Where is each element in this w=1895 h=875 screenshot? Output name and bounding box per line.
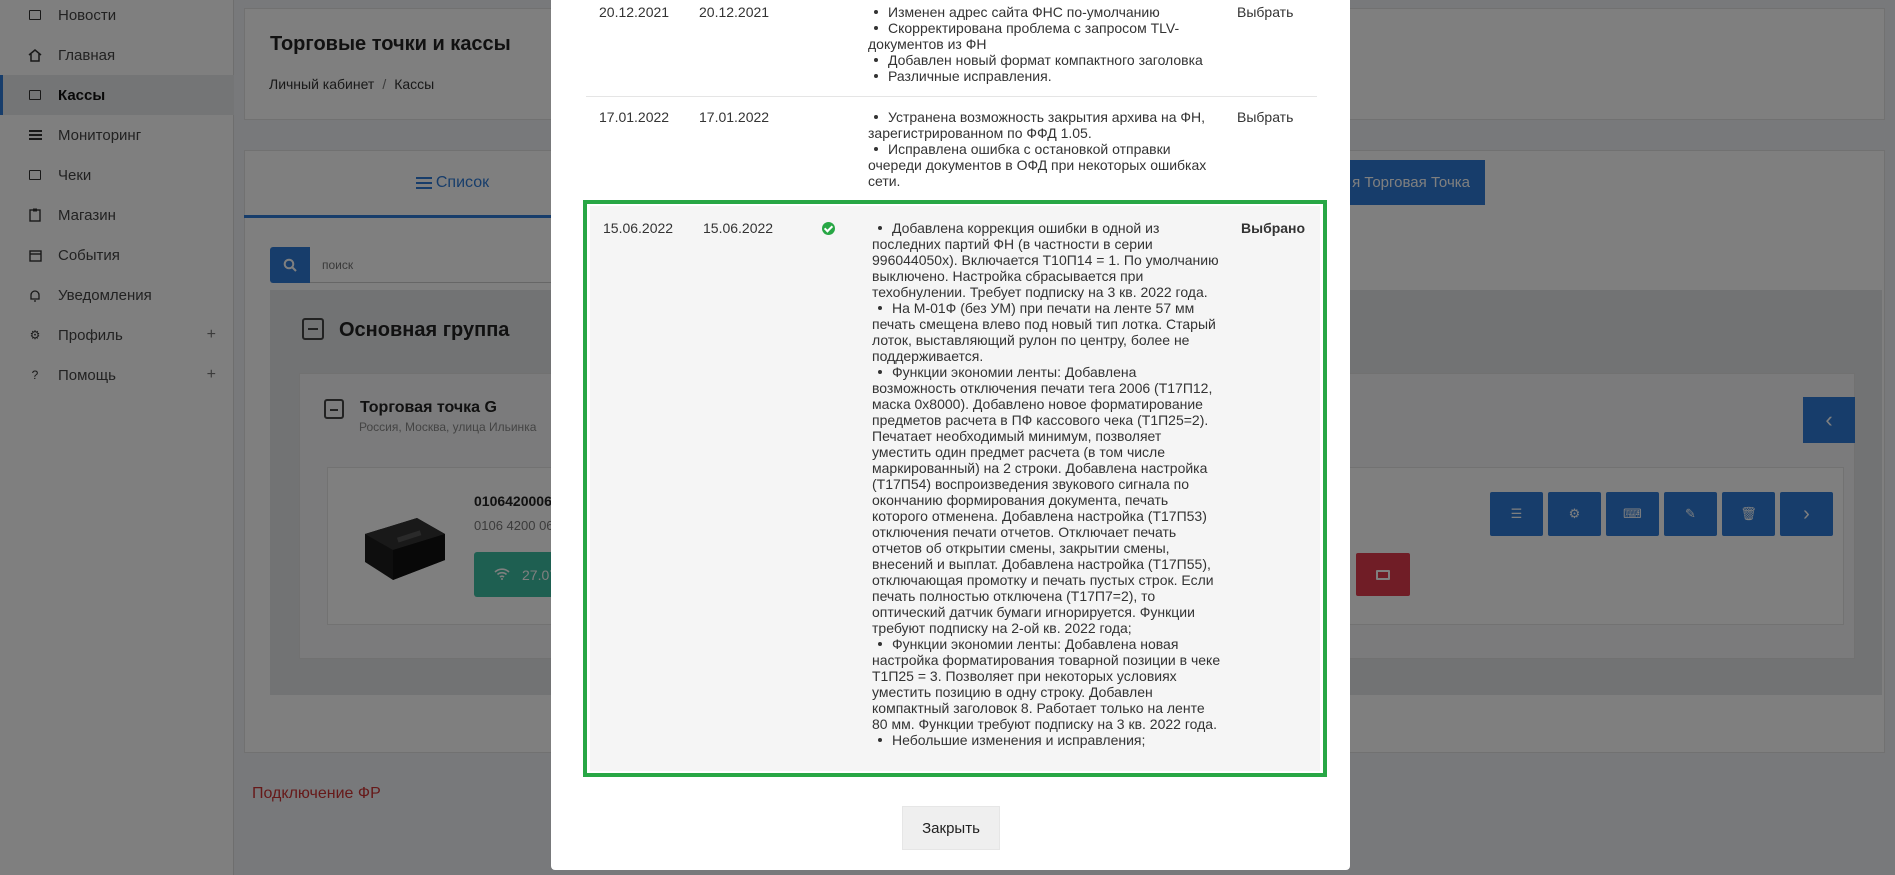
- release-date: 15.06.2022: [603, 220, 674, 236]
- release-notes: [868, 4, 1218, 84]
- selected-label: Выбрано: [1241, 220, 1306, 236]
- release-note: Функции экономии ленты: Добавлена новая настройка форматирования товарной позиции в чеке Т1П25 = 3. Позволяет при некоторых условиях уместить позицию в одну строку. Добавлен компактный заголовок 8. Работает только на ленте 80 мм. Функции требуют подписку на 3 кв. 2022 года.: [872, 636, 1221, 732]
- release-date: 20.12.2021: [599, 4, 670, 20]
- release-note: На М-01Ф (без УМ) при печати на ленте 57 мм печать смещена влево под новый тип лотка. Старый лоток, выставляющий рулон по центру, более не поддерживается.: [872, 300, 1222, 364]
- release-note: Добавлен новый формат компактного заголовка: [868, 52, 1218, 68]
- release-note: Добавлена коррекция ошибки в одной из последних партий ФН (в частности в серии 996044050х). Включается Т10П14 = 1. По умолчанию выключено. Настройка сбрасывается при техобнулении. Требует подписку на 3 кв. 2022 года.: [872, 220, 1222, 300]
- row-divider: [586, 96, 1317, 97]
- release-note: Устранена возможность закрытия архива на ФН, зарегистрированном по ФФД 1.05.: [868, 109, 1218, 141]
- release-date: 17.01.2022: [599, 109, 670, 125]
- build-date: 17.01.2022: [699, 109, 770, 125]
- release-note: Исправлена ошибка с остановкой отправки очереди документов в ОФД при некоторых ошибках сети.: [868, 141, 1218, 189]
- selected-firmware-row: [583, 200, 1327, 777]
- build-date: 15.06.2022: [703, 220, 774, 236]
- release-note: Небольшие изменения и исправления;: [872, 732, 1222, 748]
- release-notes: [868, 109, 1218, 189]
- check-circle-icon: [822, 222, 835, 235]
- select-firmware-button[interactable]: Выбрать: [1237, 4, 1294, 20]
- build-date: 20.12.2021: [699, 4, 770, 20]
- release-note: Скорректирована проблема с запросом TLV-документов из ФН: [868, 20, 1218, 52]
- release-note: Функции экономии ленты: Добавлена возможность отключения печати тега 2006 (Т17П12, маска 0x8000). Добавлено новое форматирование предметов расчета в ПФ кассового чека (Т1П25=2). Печатает необходимый минимум, позволяет уместить один предмет расчета (в том числе маркированный) на 2 строки. Добавлена настройка (Т17П54) воспроизведения звукового сигнала по окончанию формирования документа, печать которого отменена. Добавлена настройка (Т17П53) отключения печати отчетов. Отключает печать отчетов об открытии смены, закрытии смены, внесений и выплат. Добавлена настройка (Т17П55), отключающая промотку и печать пустых строк. Если печать полностью отключена (Т17П7=2), то оптический датчик бумаги игнорируется. Функции требуют подписку на 2-ой кв. 2022 года;: [872, 364, 1222, 636]
- select-firmware-button[interactable]: Выбрать: [1237, 109, 1294, 125]
- release-note: Изменен адрес сайта ФНС по-умолчанию: [868, 4, 1218, 20]
- close-button[interactable]: Закрыть: [902, 806, 1000, 850]
- release-note: Различные исправления.: [868, 68, 1218, 84]
- firmware-modal: [551, 0, 1350, 870]
- release-notes: [872, 220, 1222, 748]
